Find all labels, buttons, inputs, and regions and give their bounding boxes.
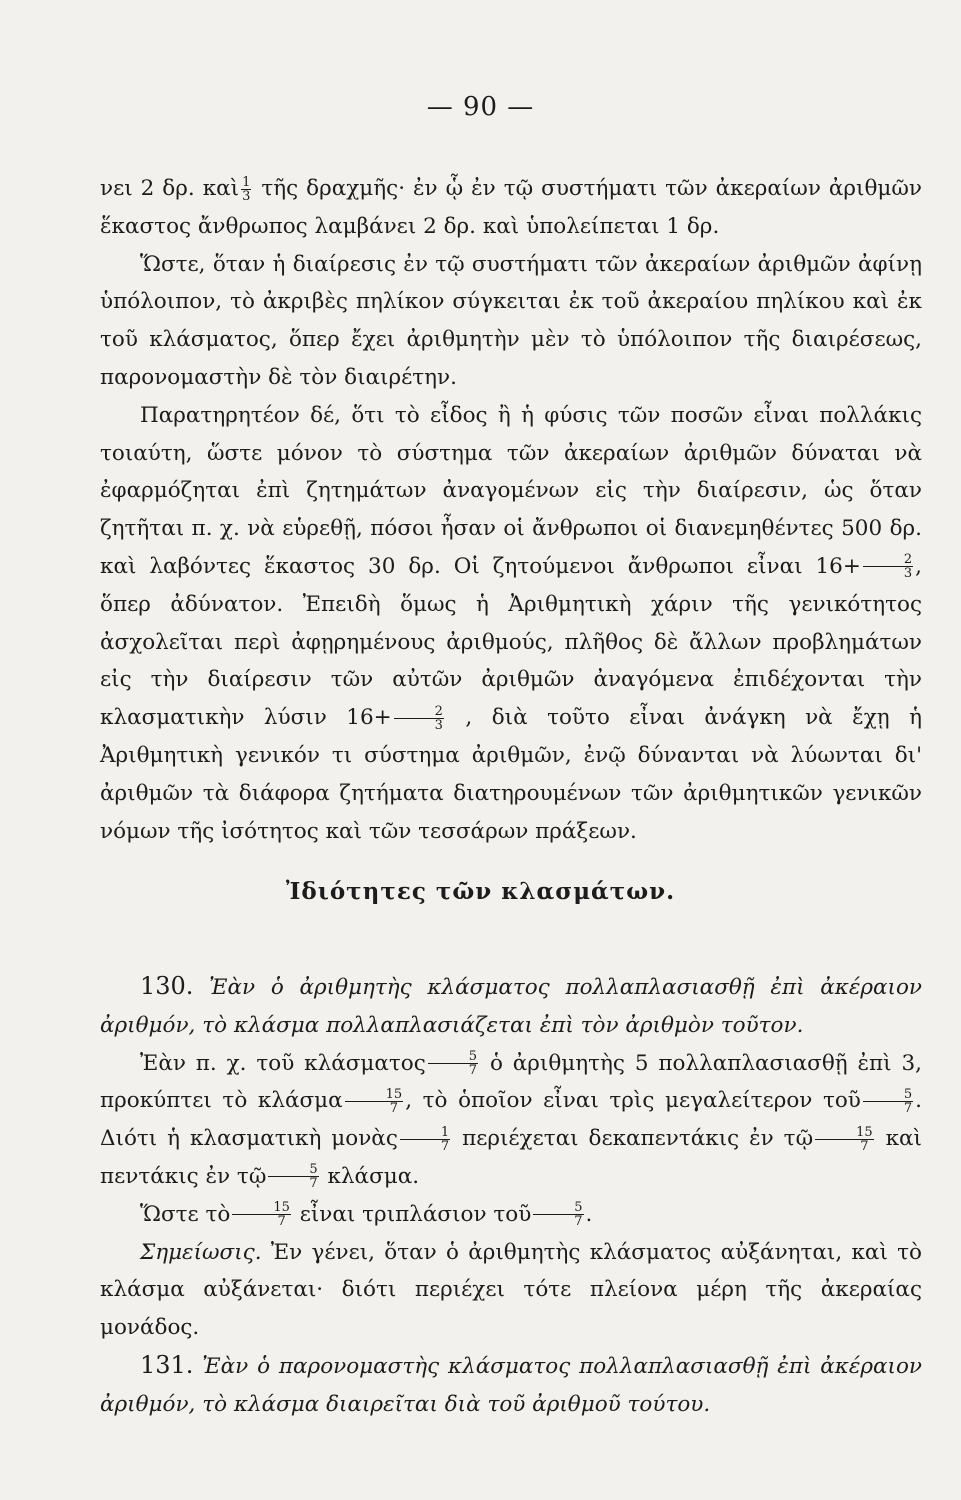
section-number: 131. xyxy=(140,1350,194,1379)
fraction-denominator: 7 xyxy=(860,1138,869,1154)
proposition-text: Ἐὰν ὁ ἀριθμητὴς κλάσματος πολλαπλασιασθῇ ἐπὶ ἀκέραιον ἀριθμόν, τὸ κλάσμα πολλαπλασιάζεται ἐπὶ τὸν ἀριθμὸν τοῦτον. xyxy=(100,975,922,1038)
text-run: , τὸ ὁποῖον εἶναι τρὶς μεγαλείτερον τοῦ xyxy=(405,1088,861,1114)
note-text: Ἐν γένει, ὅταν ὁ ἀριθμητὴς κλάσματος αὐξάνηται, καὶ τὸ κλάσμα αὐξάνεται· διότι περιέχει τότε πλείονα μέρη τῆς ἀκεραίας μονάδος. xyxy=(100,1239,922,1341)
text-run: τῆς δραχμῆς· ἐν ᾧ ἐν τῷ συστήματι τῶν ἀκεραίων ἀριθμῶν ἕκαστος ἄνθρωπος λαμβάνει 2 δρ. καὶ ὑπολείπεται 1 δρ. xyxy=(100,176,923,239)
fraction-numerator: 15 xyxy=(232,1201,291,1215)
fraction-numerator: 2 xyxy=(863,553,913,567)
paragraph-observation xyxy=(100,397,922,851)
fraction xyxy=(428,1050,478,1077)
fraction-numerator: 15 xyxy=(345,1088,404,1102)
proposition-text: Ἐὰν ὁ παρονομαστὴς κλάσματος πολλαπλασιασθῇ ἐπὶ ἀκέραιον ἀριθμόν, τὸ κλάσμα διαιρεῖται διὰ τοῦ ἀριθμοῦ τούτου. xyxy=(100,1353,922,1417)
fraction-numerator: 5 xyxy=(268,1163,318,1177)
fraction-denominator: 7 xyxy=(309,1176,318,1192)
page-number: — 90 — xyxy=(426,92,535,122)
fraction-numerator: 5 xyxy=(533,1201,583,1215)
text-run: Ἐὰν π. χ. τοῦ κλάσματος xyxy=(140,1050,426,1076)
example-paragraph xyxy=(100,1045,922,1196)
fraction xyxy=(394,705,444,732)
fraction xyxy=(268,1163,318,1190)
conclusion-paragraph xyxy=(100,1196,922,1234)
body-text-lower xyxy=(100,968,922,1424)
fraction xyxy=(241,176,251,203)
proposition-131 xyxy=(100,1347,922,1424)
fraction-denominator: 7 xyxy=(440,1138,450,1154)
text-run: , ὅπερ ἀδύνατον. Ἐπειδὴ ὅμως ἡ Ἀριθμητικὴ χάριν τῆς γενικότητος ἀσχολεῖται περὶ ἀφῃρημένους ἀριθμούς, πλῆθος δὲ ἄλλων προβλημάτων εἰς τὴν διαίρεσιν τῶν αὐτῶν ἀριθμῶν ἀναγόμενα ἐπιδέχονται τὴν κλασματικὴν λύσιν 16+ xyxy=(100,553,922,731)
fraction-denominator: 3 xyxy=(434,717,443,733)
fraction xyxy=(400,1126,450,1153)
text-run: , διὰ τοῦτο εἶναι ἀνάγκη νὰ ἔχῃ ἡ Ἀριθμητικὴ γενικόν τι σύστημα ἀριθμῶν, ἐνῷ δύνανται νὰ λύωνται δι' ἀριθμῶν τὰ διάφορα ζητήματα διατηρουμένων τῶν ἀριθμητικῶν γενικῶν νόμων τῆς ἰσότητος καὶ τῶν τεσσάρων πράξεων. xyxy=(100,705,922,844)
text-run: . xyxy=(585,1201,593,1227)
fraction-denominator: 3 xyxy=(903,566,913,582)
text-run: εἶναι τριπλάσιον τοῦ xyxy=(292,1201,532,1227)
note-label: Σημείωσις. xyxy=(140,1239,262,1265)
fraction-numerator: 1 xyxy=(242,174,251,190)
fraction xyxy=(863,1088,913,1115)
text-run: νει 2 δρ. καὶ xyxy=(100,176,240,201)
fraction xyxy=(232,1201,291,1228)
text-run: κλάσμα. xyxy=(320,1163,420,1189)
fraction-numerator: 15 xyxy=(815,1126,874,1140)
fraction-numerator: 5 xyxy=(428,1050,478,1064)
fraction-numerator: 1 xyxy=(400,1126,450,1140)
note-paragraph xyxy=(100,1234,922,1347)
fraction xyxy=(345,1088,404,1115)
fraction-denominator: 7 xyxy=(277,1214,286,1230)
proposition-130 xyxy=(100,968,922,1045)
section-number: 130. xyxy=(140,972,194,1000)
text-run: καὶ πεντάκις ἐν τῷ xyxy=(100,1126,922,1189)
paragraph-remainder: Ὥστε, ὅταν ἡ διαίρεσις ἐν τῷ συστήματι τῶν ἀκεραίων ἀριθμῶν ἀφίνῃ ὑπόλοιπον, τὸ ἀκριβὲς πηλίκον σύγκειται ἐκ τοῦ ἀκεραίου πηλίκου καὶ ἐκ τοῦ κλάσματος, ὅπερ ἔχει ἀριθμητὴν μὲν τὸ ὑπόλοιπον τῆς διαιρέσεως, παρονομαστὴν δὲ τὸν διαιρέτην. xyxy=(100,251,922,390)
fraction-numerator: 2 xyxy=(394,705,444,719)
fraction-numerator: 5 xyxy=(863,1088,913,1102)
text-run: περιέχεται δεκαπεντάκις ἐν τῷ xyxy=(452,1126,814,1152)
fraction-denominator: 7 xyxy=(468,1063,478,1079)
text-run: Ὥστε τὸ xyxy=(140,1201,231,1227)
fraction xyxy=(815,1126,874,1153)
fraction xyxy=(533,1201,583,1228)
section-heading: Ἰδιότητες τῶν κλασμάτων. xyxy=(285,878,676,905)
text-run: ὁ ἀριθμητὴς 5 πολλαπλασιασθῇ ἐπὶ 3, προκύπτει τὸ κλάσμα xyxy=(100,1050,922,1114)
fraction-denominator: 7 xyxy=(903,1100,913,1116)
fraction-denominator: 3 xyxy=(242,188,251,204)
text-run: Παρατηρητέον δέ, ὅτι τὸ εἶδος ἢ ἡ φύσις τῶν ποσῶν εἶναι πολλάκις τοιαύτη, ὥστε μόνον τὸ σύστημα τῶν ἀκεραίων ἀριθμῶν δύναται νὰ ἐφαρμόζηται ἐπὶ ζητημάτων ἀναγομένων εἰς τὴν διαίρεσιν, ὡς ὅταν ζητῆται π. χ. νὰ εὑρεθῇ, πόσοι ἦσαν οἱ ἄνθρωποι οἱ διανεμηθέντες 500 δρ. καὶ λαβόντες ἕκαστος 30 δρ. Οἱ ζητούμενοι ἄνθρωποι εἶναι 16+ xyxy=(100,402,922,579)
fraction-denominator: 7 xyxy=(574,1214,583,1230)
paragraph-continuation xyxy=(100,170,922,246)
fraction xyxy=(863,553,913,580)
body-text-upper xyxy=(100,170,922,850)
fraction-denominator: 7 xyxy=(389,1100,399,1116)
text-run: . Διότι ἡ κλασματικὴ μονὰς xyxy=(100,1088,922,1152)
